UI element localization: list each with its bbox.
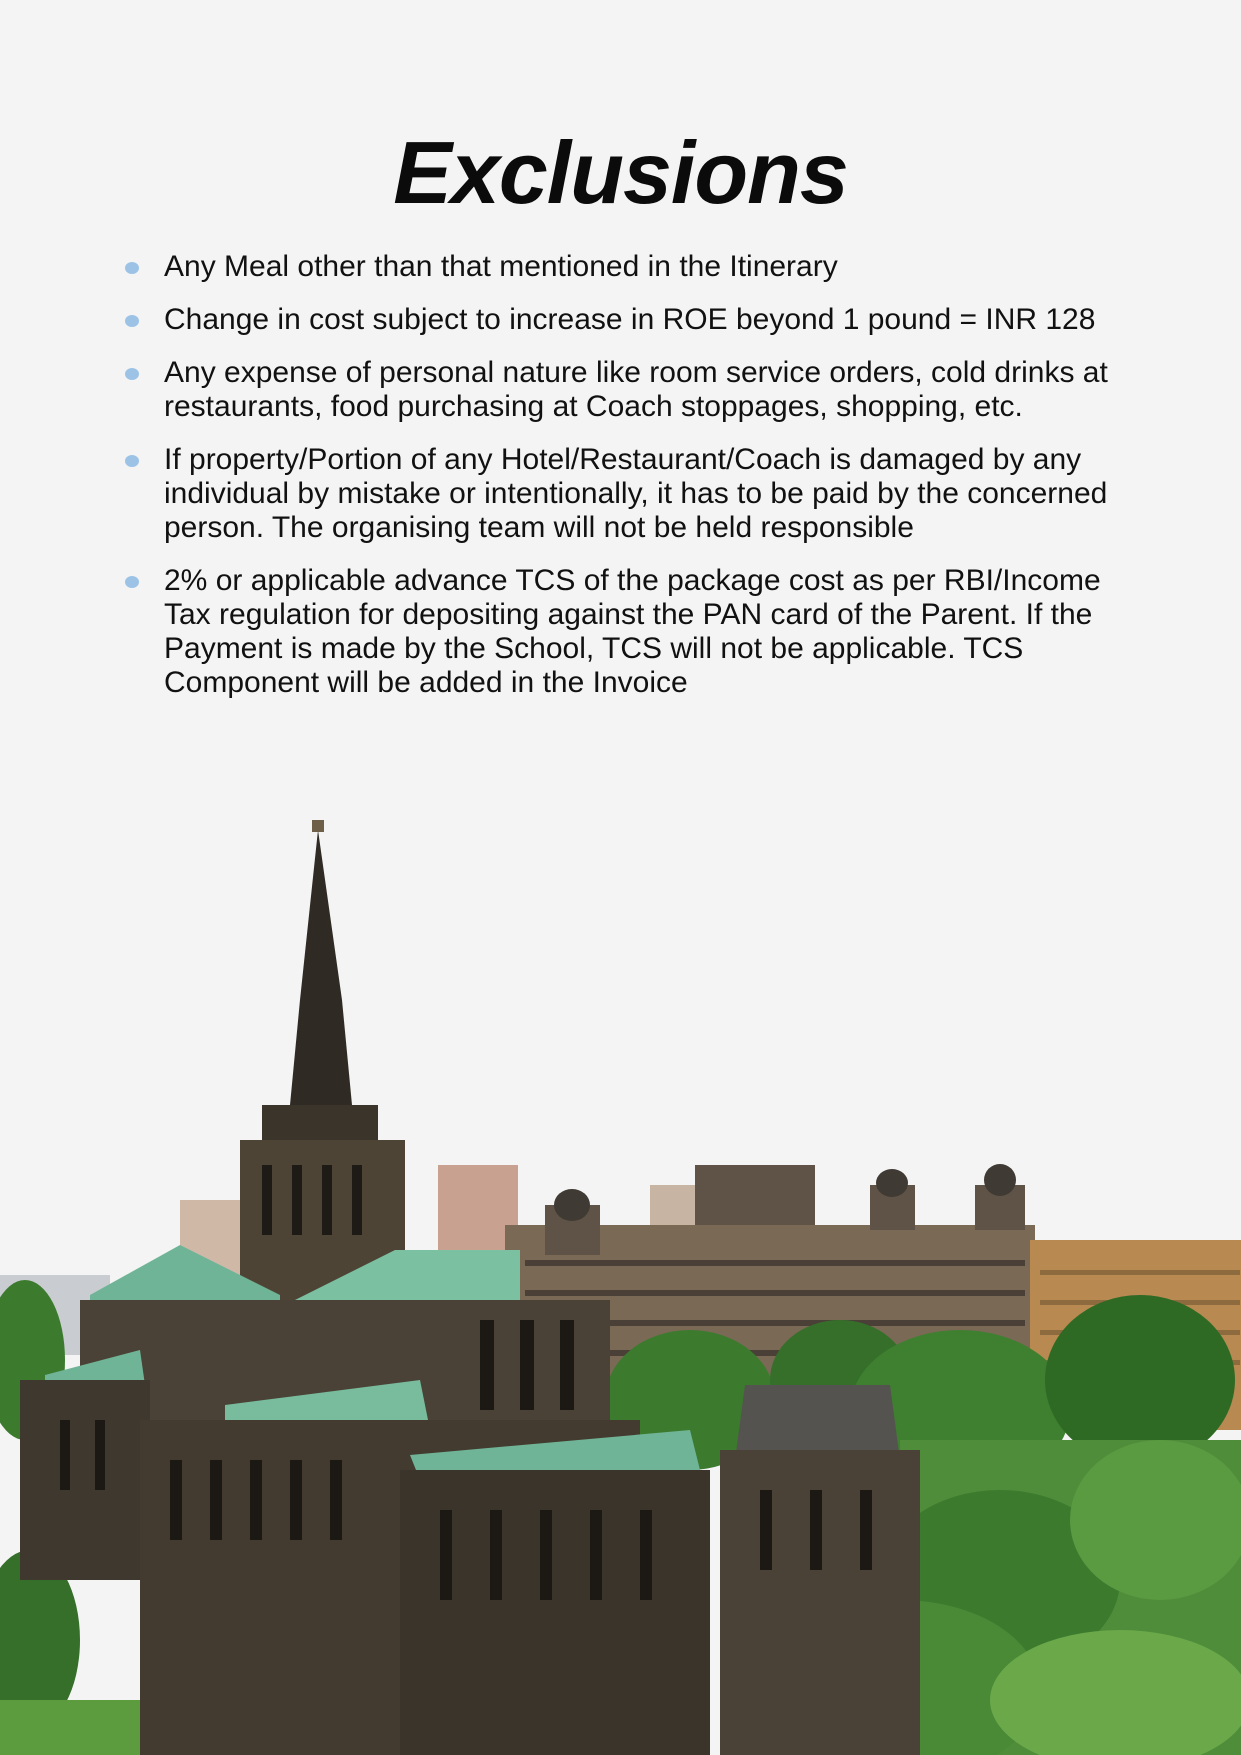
list-item	[122, 564, 1122, 700]
page-title: Exclusions	[393, 123, 848, 222]
bullet-icon	[125, 455, 139, 467]
list-item-text: Any Meal other than that mentioned in the Itinerary	[164, 250, 838, 283]
list-item-text: 2% or applicable advance TCS of the package cost as per RBI/Income Tax regulation for depositing against the PAN card of the Parent. If the Payment is made by the School, TCS will not be applicable. TCS Component will be added in the Invoice	[164, 564, 1101, 699]
list-item	[122, 356, 1122, 424]
list-item	[122, 250, 1122, 284]
list-item	[122, 443, 1122, 545]
bullet-icon	[125, 368, 139, 380]
bullet-icon	[125, 262, 139, 274]
list-item-text: If property/Portion of any Hotel/Restaurant/Coach is damaged by any individual by mistake or intentionally, it has to be paid by the concerned person. The organising team will not be held responsible	[164, 443, 1108, 544]
list-item-text: Change in cost subject to increase in ROE beyond 1 pound = INR 128	[164, 303, 1096, 336]
list-item	[122, 303, 1122, 337]
bullet-icon	[125, 576, 139, 588]
exclusions-list	[122, 250, 1122, 719]
bullet-icon	[125, 315, 139, 327]
cathedral-photo	[0, 820, 1241, 1755]
list-item-text: Any expense of personal nature like room service orders, cold drinks at restaurants, food purchasing at Coach stoppages, shopping, etc.	[164, 356, 1108, 423]
